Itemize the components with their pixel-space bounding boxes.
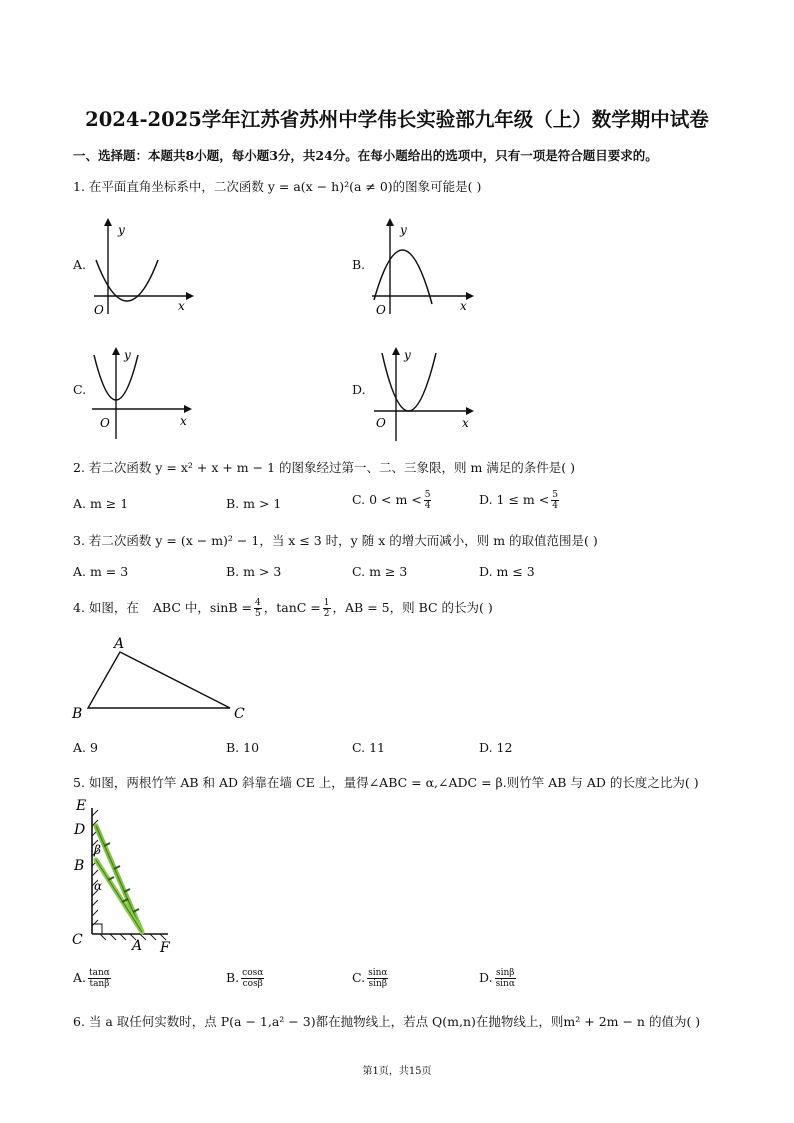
- q1c-x-label: x: [180, 414, 187, 428]
- q3-option-b: B. m > 3: [226, 564, 282, 579]
- section-heading: 一、选择题：本题共8小题，每小题3分，共24分。在每小题给出的选项中，只有一项是符合题目要求的。: [73, 148, 658, 163]
- q1b-y-label: y: [400, 223, 407, 237]
- question-4-text: 4. 如图，在 ABC 中，sinB = $\frac{4}{5}$ ，tanC = $\frac{1}{2}$ ，AB = 5，则 BC 的长为( ): [73, 598, 493, 619]
- question-1-text: 1. 在平面直角坐标系中，二次函数 y = a(x − h)²(a ≠ 0)的图象可能是( ): [73, 179, 482, 194]
- page-footer: 第1页，共15页: [362, 1066, 432, 1077]
- q5-point-e: E: [76, 798, 87, 814]
- q5-point-b: B: [74, 858, 85, 874]
- q2-option-c-fraction: $\frac{5}{4}$: [424, 490, 431, 511]
- q4-option-d: D. 12: [479, 740, 513, 755]
- q2-option-a: A. m ≥ 1: [73, 496, 129, 511]
- q1a-x-label: x: [178, 299, 185, 313]
- q2-option-d-text: D. 1 ≤ m <: [479, 492, 550, 507]
- q4-vertex-c: C: [234, 706, 245, 721]
- q5-option-d-fraction: $\frac{\sin\beta}{\sin\alpha}$: [495, 968, 515, 989]
- question-5-text: 5. 如图，两根竹竿 AB 和 AD 斜靠在墙 CE 上，量得∠ABC = α,∠ADC = β.则竹竿 AB 与 AD 的长度之比为( ): [73, 775, 699, 790]
- q1d-y-label: y: [404, 348, 411, 362]
- q5-option-c: C. $\frac{\sin\alpha}{\sin\beta}$: [352, 968, 388, 989]
- q5-option-a-fraction: $\frac{\tan\alpha}{\tan\beta}$: [89, 968, 110, 989]
- q2-option-d-fraction: $\frac{5}{4}$: [552, 490, 558, 511]
- q1-option-d-label: D.: [352, 382, 366, 397]
- q5-option-a: A. $\frac{\tan\alpha}{\tan\beta}$: [73, 968, 110, 989]
- q5-point-a: A: [132, 938, 143, 954]
- q4-tan-fraction: $\frac{1}{2}$: [323, 598, 330, 619]
- q1-option-c-label: C.: [73, 382, 87, 397]
- q5-point-f: F: [160, 940, 170, 956]
- q1-option-a-label: A.: [73, 257, 87, 272]
- q3-option-a: A. m = 3: [73, 564, 129, 579]
- q5-point-d: D: [74, 822, 86, 838]
- q4-option-a: A. 9: [73, 740, 98, 755]
- q4-vertex-a: A: [114, 636, 125, 652]
- q1-graph-c: [88, 345, 198, 445]
- q5-angle-beta: β: [94, 843, 101, 857]
- q2-option-d: [479, 490, 561, 511]
- q4-option-b: B. 10: [226, 740, 260, 755]
- question-6-text: 6. 当 a 取任何实数时，点 P(a − 1,a² − 3)都在抛物线上，若点 Q(m,n)在抛物线上，则m² + 2m − n 的值为( ): [73, 1014, 701, 1029]
- q3-option-d: D. m ≤ 3: [479, 564, 535, 579]
- q2-option-b: B. m > 1: [226, 496, 282, 511]
- q1c-origin-label: O: [100, 416, 110, 430]
- q4-vertex-b: B: [72, 706, 83, 721]
- q1d-x-label: x: [462, 416, 469, 430]
- q1a-y-label: y: [118, 223, 125, 237]
- q1-graph-a: [90, 212, 200, 322]
- q5-option-d: D. $\frac{\sin\beta}{\sin\alpha}$: [479, 968, 515, 989]
- q4-triangle-figure: [68, 636, 258, 721]
- q1b-origin-label: O: [376, 303, 386, 317]
- q5-angle-alpha: α: [94, 879, 103, 893]
- q1c-y-label: y: [124, 348, 131, 362]
- page-title: 2024-2025学年江苏省苏州中学伟长实验部九年级（上）数学期中试卷: [85, 108, 709, 131]
- q4-sin-fraction: $\frac{4}{5}$: [255, 598, 261, 619]
- question-3-text: 3. 若二次函数 y = (x − m)² − 1，当 x ≤ 3 时，y 随 x 的增大而减小，则 m 的取值范围是( ): [73, 533, 598, 548]
- q5-option-c-fraction: $\frac{\sin\alpha}{\sin\beta}$: [368, 968, 388, 989]
- q2-option-c-text: C. 0 < m <: [352, 492, 422, 507]
- q1d-origin-label: O: [376, 416, 386, 430]
- q4-option-c: C. 11: [352, 740, 385, 755]
- q5-point-c: C: [72, 932, 83, 948]
- q1a-origin-label: O: [94, 303, 104, 317]
- q1-graph-b: [370, 212, 480, 322]
- q1b-x-label: x: [460, 299, 467, 313]
- q5-option-b-fraction: $\frac{\cos\alpha}{\cos\beta}$: [242, 968, 264, 989]
- q1-option-b-label: B.: [352, 257, 366, 272]
- q1-graph-d: [370, 345, 480, 445]
- q2-option-c: [352, 490, 433, 511]
- question-2-text: 2. 若二次函数 y = x² + x + m − 1 的图象经过第一、二、三象限，则 m 满足的条件是( ): [73, 460, 576, 475]
- q5-bamboo-figure: [70, 796, 190, 956]
- q5-option-b: B. $\frac{\cos\alpha}{\cos\beta}$: [226, 968, 264, 989]
- q3-option-c: C. m ≥ 3: [352, 564, 408, 579]
